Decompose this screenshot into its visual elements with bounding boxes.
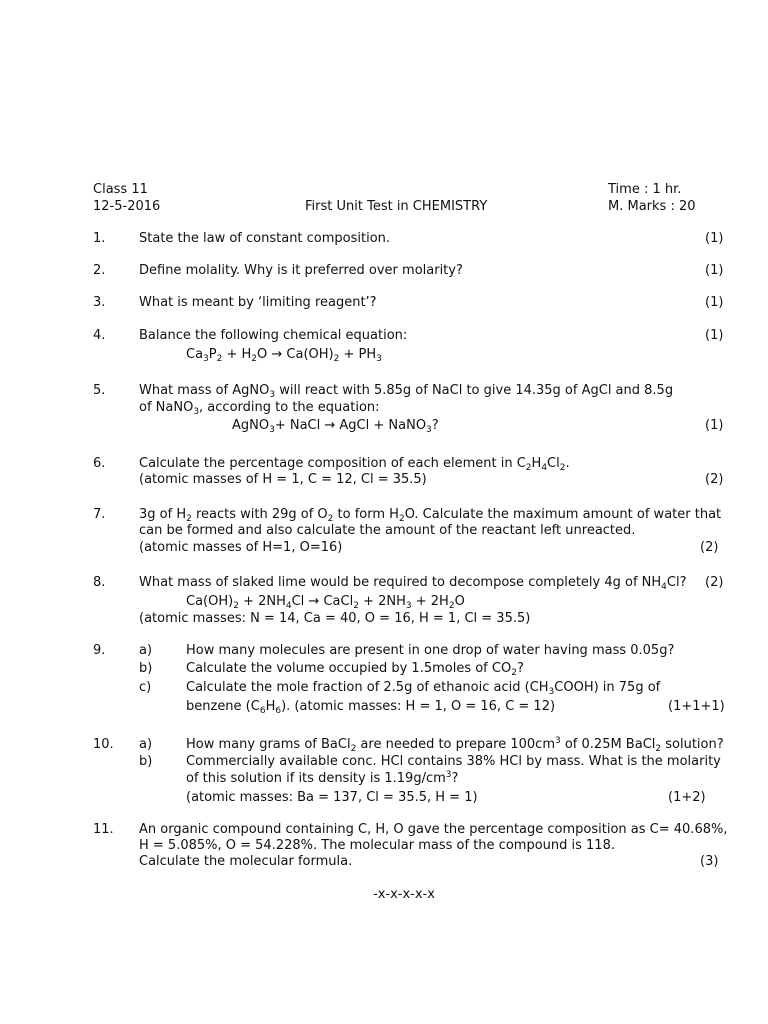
- max-marks-label: M. Marks : 20: [608, 199, 696, 214]
- chemical-equation: $Ca_3P_2 + H_2O \to Ca(OH)_2 + PH_3$: [186, 347, 382, 364]
- question-marks: (3): [700, 854, 719, 869]
- question-number: 2.: [93, 263, 106, 278]
- chemical-equation: AgNO$_3$+ NaCl → AgCl + NaNO$_3$?: [232, 418, 439, 435]
- question-text: Define molality. Why is it preferred over molarity?: [139, 263, 463, 278]
- question-text: can be formed and also calculate the amount of the reactant left unreacted.: [139, 523, 636, 538]
- question-marks: (1+1+1): [668, 699, 725, 714]
- question-text: (atomic masses of H=1, O=16): [139, 540, 343, 555]
- question-text: An organic compound containing C, H, O gave the percentage composition as C= 40.68%,: [139, 822, 728, 837]
- subquestion-text: Commercially available conc. HCl contains 38% HCl by mass. What is the molarity: [186, 754, 721, 769]
- subquestion-text: of this solution if its density is $1.19g/cm^3$?: [186, 770, 459, 786]
- chemical-equation: $Ca(OH)_2 + 2NH_4Cl$ → CaCl$_2$ + $2NH_3 + 2H_2O$: [186, 594, 465, 611]
- question-number: 1.: [93, 231, 106, 246]
- page-title: First Unit Test in CHEMISTRY: [305, 199, 488, 214]
- subquestion-label: b): [139, 754, 153, 769]
- question-marks: (1): [705, 418, 724, 433]
- question-text: Calculate the molecular formula.: [139, 854, 353, 869]
- question-marks: (1): [705, 328, 724, 343]
- question-number: 6.: [93, 456, 106, 471]
- question-number: 11.: [93, 822, 114, 837]
- subquestion-label: c): [139, 680, 152, 695]
- question-text: What mass of slaked lime would be required to decompose completely 4g of $NH_4Cl$?: [139, 575, 687, 592]
- subquestion-text: How many molecules are present in one drop of water having mass 0.05g?: [186, 643, 675, 658]
- question-text: Calculate the percentage composition of each element in $C_2H_4Cl_2$.: [139, 456, 570, 473]
- subquestion-label: a): [139, 643, 153, 658]
- subquestion-text: (atomic masses: Ba = 137, Cl = 35.5, H = 1): [186, 790, 478, 805]
- test-date: 12-5-2016: [93, 199, 161, 214]
- question-marks: (1): [705, 231, 724, 246]
- question-text: What is meant by ‘limiting reagent’?: [139, 295, 377, 310]
- question-number: 8.: [93, 575, 106, 590]
- question-text: Balance the following chemical equation:: [139, 328, 408, 343]
- question-marks: (2): [705, 472, 724, 487]
- question-text: of NaNO$_3$, according to the equation:: [139, 400, 380, 417]
- subquestion-text: How many grams of BaCl$_2$ are needed to prepare $100cm^3$ of 0.25M BaCl$_2$ solution?: [186, 736, 724, 754]
- question-text: What mass of AgNO$_3$ will react with 5.85g of NaCl to give 14.35g of AgCl and 8.5g: [139, 383, 674, 400]
- question-number: 10.: [93, 737, 114, 752]
- subquestion-label: b): [139, 661, 153, 676]
- question-marks: (2): [705, 575, 724, 590]
- subquestion-text: benzene $(C_6H_6)$. (atomic masses: H = 1, O = 16, C = 12): [186, 699, 556, 716]
- subquestion-label: a): [139, 737, 153, 752]
- question-text: (atomic masses of H = 1, C = 12, Cl = 35.5): [139, 472, 427, 487]
- question-number: 9.: [93, 643, 106, 658]
- end-marker: -x-x-x-x-x: [373, 887, 435, 902]
- question-number: 5.: [93, 383, 106, 398]
- question-marks: (1): [705, 263, 724, 278]
- question-marks: (1+2): [668, 790, 706, 805]
- question-text: State the law of constant composition.: [139, 231, 391, 246]
- class-label: Class 11: [93, 182, 148, 197]
- time-label: Time : 1 hr.: [608, 182, 682, 197]
- question-text: H = 5.085%, O = 54.228%. The molecular mass of the compound is 118.: [139, 838, 615, 853]
- question-text: (atomic masses: N = 14, Ca = 40, O = 16, H = 1, Cl = 35.5): [139, 611, 531, 626]
- question-marks: (2): [700, 540, 719, 555]
- question-text: 3g of $H_2$ reacts with 29g of $O_2$ to form $H_2O$. Calculate the maximum amount of water that: [139, 507, 722, 524]
- question-marks: (1): [705, 295, 724, 310]
- subquestion-text: Calculate the volume occupied by 1.5moles of $CO_2$?: [186, 661, 524, 678]
- question-number: 4.: [93, 328, 106, 343]
- subquestion-text: Calculate the mole fraction of 2.5g of ethanoic acid $(CH_3COOH)$ in 75g of: [186, 680, 661, 697]
- question-number: 7.: [93, 507, 106, 522]
- question-number: 3.: [93, 295, 106, 310]
